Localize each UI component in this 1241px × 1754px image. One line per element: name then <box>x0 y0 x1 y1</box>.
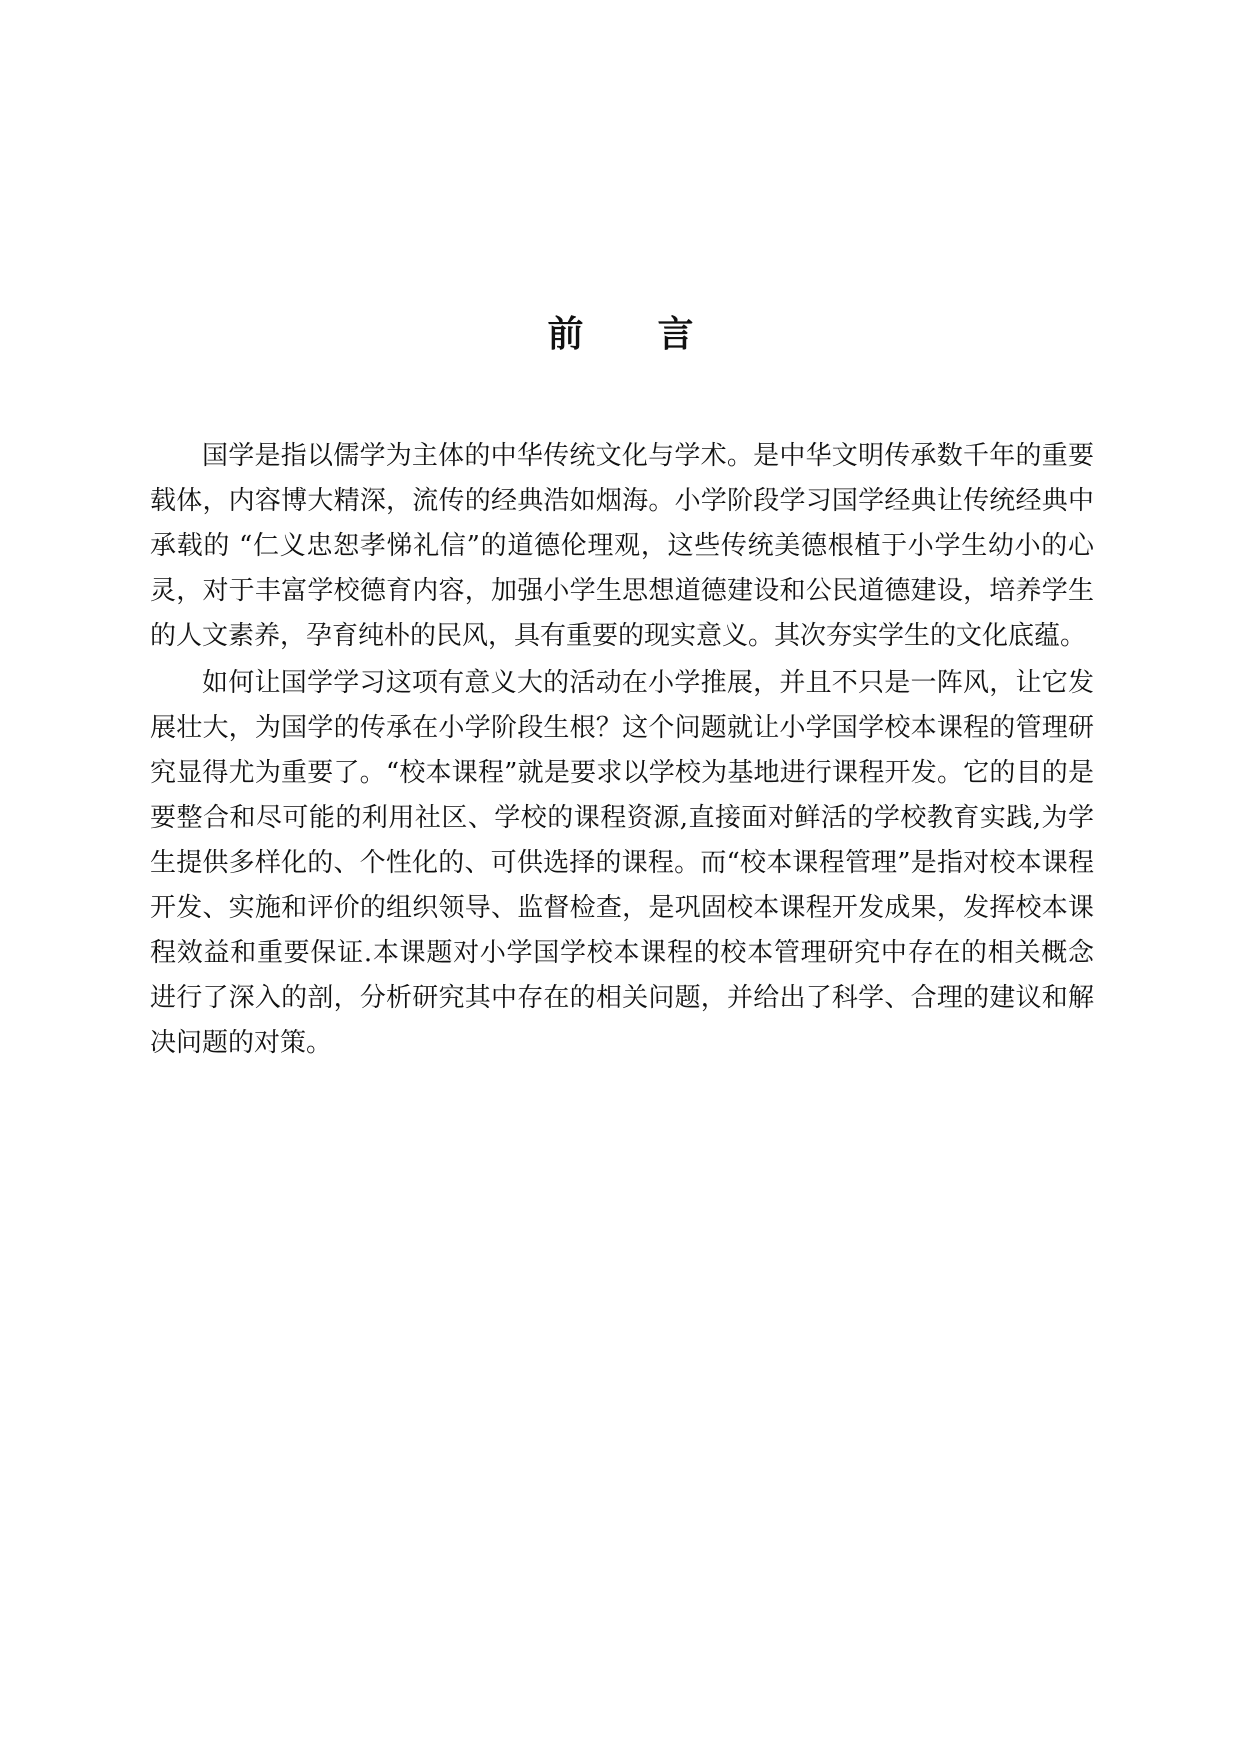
title-char-1: 前 <box>547 313 584 355</box>
page-title <box>0 312 1241 356</box>
paragraph-2: 如何让国学学习这项有意义大的活动在小学推展，并且不只是一阵风，让它发展壮大，为国学的传承在小学阶段生根？这个问题就让小学国学校本课程的管理研究显得尤为重要了。“校本课程”就是要求以学校为基地进行课程开发。它的目的是要整合和尽可能的利用社区、学校的课程资源,直接面对鲜活的学校教育实践,为学生提供多样化的、个性化的、可供选择的课程。而“校本课程管理”是指对校本课程开发、实施和评价的组织领导、监督检查，是巩固校本课程开发成果，发挥校本课程效益和重要保证.本课题对小学国学校本课程的校本管理研究中存在的相关概念进行了深入的剖，分析研究其中存在的相关问题，并给出了科学、合理的建议和解决问题的对策。 <box>150 668 1094 1058</box>
paragraph-1: 国学是指以儒学为主体的中华传统文化与学术。是中华文明传承数千年的重要载体，内容博大精深，流传的经典浩如烟海。小学阶段学习国学经典让传统经典中承载的 “仁义忠恕孝悌礼信”的道德伦理观，这些传统美德根植于小学生幼小的心灵，对于丰富学校德育内容，加强小学生思想道德建设和公民道德建设，培养学生的人文素养，孕育纯朴的民风，具有重要的现实意义。其次夯实学生的文化底蕴。 <box>150 441 1094 651</box>
title-char-2: 言 <box>657 313 694 355</box>
preface-body <box>150 434 1094 1068</box>
